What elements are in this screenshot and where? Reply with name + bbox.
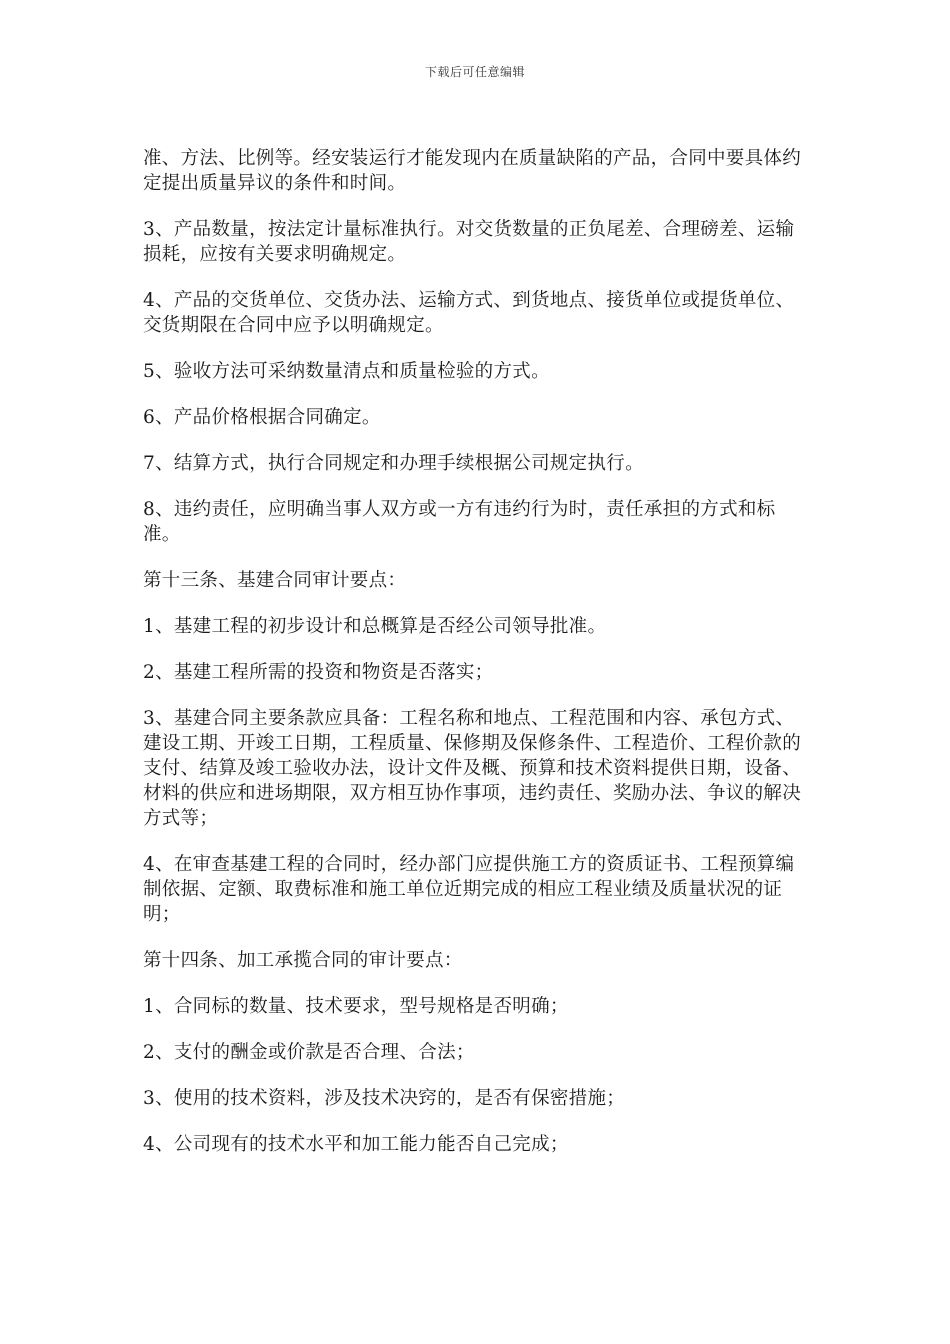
- paragraph: 3、使用的技术资料，涉及技术决窍的，是否有保密措施；: [143, 1088, 626, 1109]
- paragraph: 7、结算方式，执行合同规定和办理手续根据公司规定执行。: [143, 453, 644, 474]
- paragraph: 3、基建合同主要条款应具备：工程名称和地点、工程范围和内容、承包方式、建设工期、开竣工日期，工程质量、保修期及保修条件、工程造价、工程价款的支付、结算及竣工验收办法，设计文件及概、预算和技术资料提供日期，设备、材料的供应和进场期限，双方相互协作事项，违约责任、奖励办法、争议的解决方式等；: [143, 708, 802, 829]
- paragraph: 4、在审查基建工程的合同时，经办部门应提供施工方的资质证书、工程预算编制依据、定额、取费标准和施工单位近期完成的相应工程业绩及质量状况的证明；: [143, 854, 795, 925]
- section-heading: 第十三条、基建合同审计要点：: [143, 570, 407, 591]
- paragraph: 8、违约责任，应明确当事人双方或一方有违约行为时，责任承担的方式和标准。: [143, 499, 776, 545]
- paragraph: 2、基建工程所需的投资和物资是否落实；: [143, 662, 494, 683]
- section-heading: 第十四条、加工承揽合同的审计要点：: [143, 950, 463, 971]
- document-body: [143, 146, 805, 1178]
- paragraph: 1、合同标的数量、技术要求，型号规格是否明确；: [143, 996, 569, 1017]
- paragraph: 准、方法、比例等。经安装运行才能发现内在质量缺陷的产品，合同中要具体约定提出质量异议的条件和时间。: [143, 148, 802, 194]
- paragraph: 6、产品价格根据合同确定。: [143, 407, 381, 428]
- paragraph: 1、基建工程的初步设计和总概算是否经公司领导批准。: [143, 616, 607, 637]
- paragraph: 4、产品的交货单位、交货办法、运输方式、到货地点、接货单位或提货单位、交货期限在合同中应予以明确规定。: [143, 290, 795, 336]
- paragraph: 2、支付的酬金或价款是否合理、合法；: [143, 1042, 475, 1063]
- paragraph: 4、公司现有的技术水平和加工能力能否自己完成；: [143, 1134, 569, 1155]
- paragraph: 5、验收方法可采纳数量清点和质量检验的方式。: [143, 361, 550, 382]
- paragraph: 3、产品数量，按法定计量标准执行。对交货数量的正负尾差、合理磅差、运输损耗，应按有关要求明确规定。: [143, 219, 795, 265]
- header-note: 下载后可任意编辑: [424, 65, 525, 79]
